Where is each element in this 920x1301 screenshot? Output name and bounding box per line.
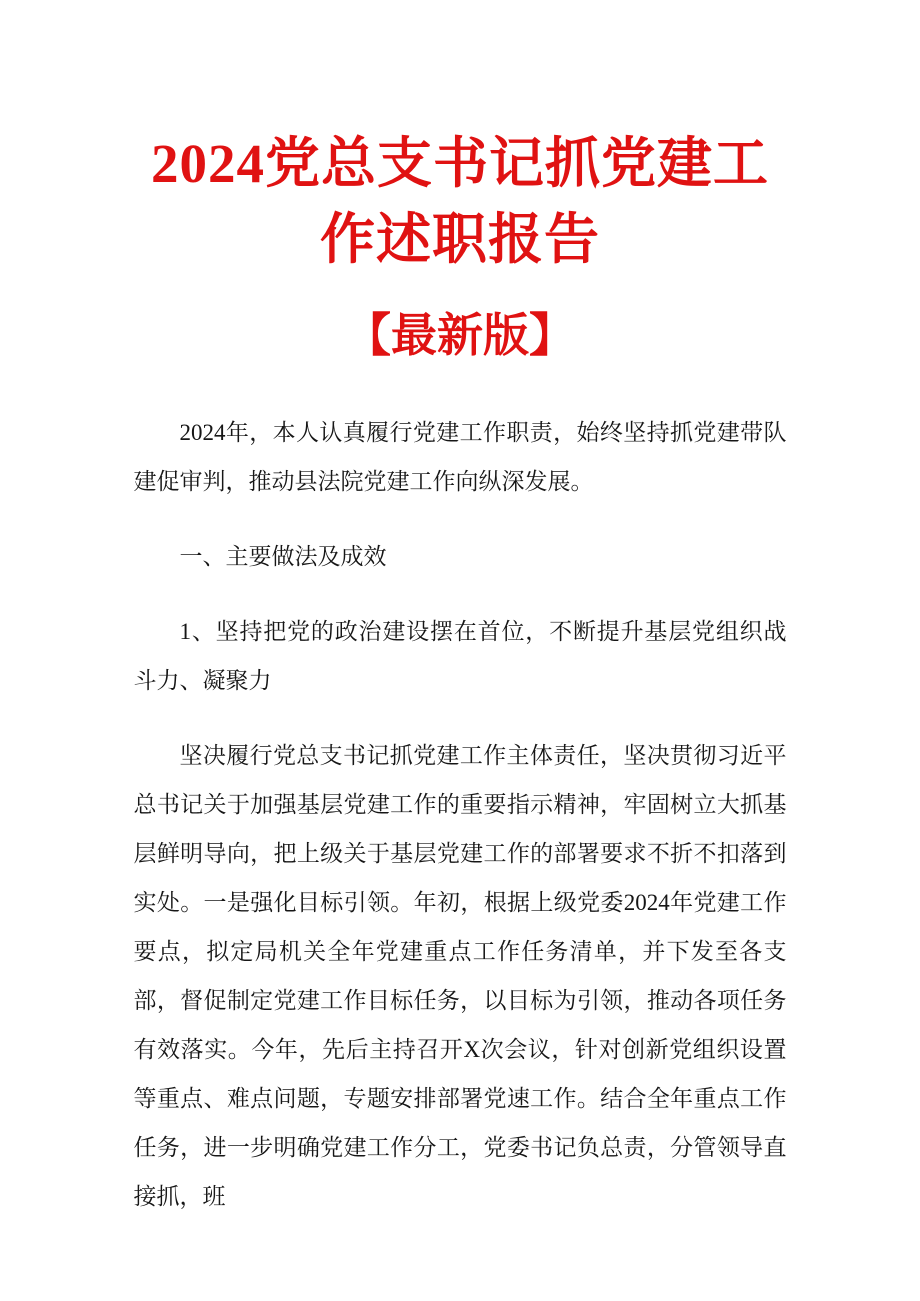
document-title: 2024党总支书记抓党建工作述职报告 [150, 133, 769, 270]
subsection-heading: 1、坚持把党的政治建设摆在首位，不断提升基层党组织战斗力、凝聚力 [133, 619, 787, 693]
version-badge: 【最新版】 [345, 310, 575, 361]
paragraph-intro: 2024年，本人认真履行党建工作职责，始终坚持抓党建带队建促审判，推动县法院党建工作向纵深发展。 [133, 420, 787, 494]
paragraph-body: 坚决履行党总支书记抓党建工作主体责任，坚决贯彻习近平总书记关于加强基层党建工作的重要指示精神，牢固树立大抓基层鲜明导向，把上级关于基层党建工作的部署要求不折不扣落到实处。一是强化目标引领。年初，根据上级党委2024年党建工作要点，拟定局机关全年党建重点工作任务清单，并下发至各支部，督促制定党建工作目标任务，以目标为引领，推动各项任务有效落实。今年，先后主持召开X次会议，针对创新党组织设置等重点、难点问题，专题安排部署党速工作。结合全年重点工作任务，进一步明确党建工作分工，党委书记负总责，分管领导直接抓，班 [133, 743, 787, 1209]
section-heading: 一、主要做法及成效 [179, 544, 387, 569]
document-body [134, 408, 787, 1221]
